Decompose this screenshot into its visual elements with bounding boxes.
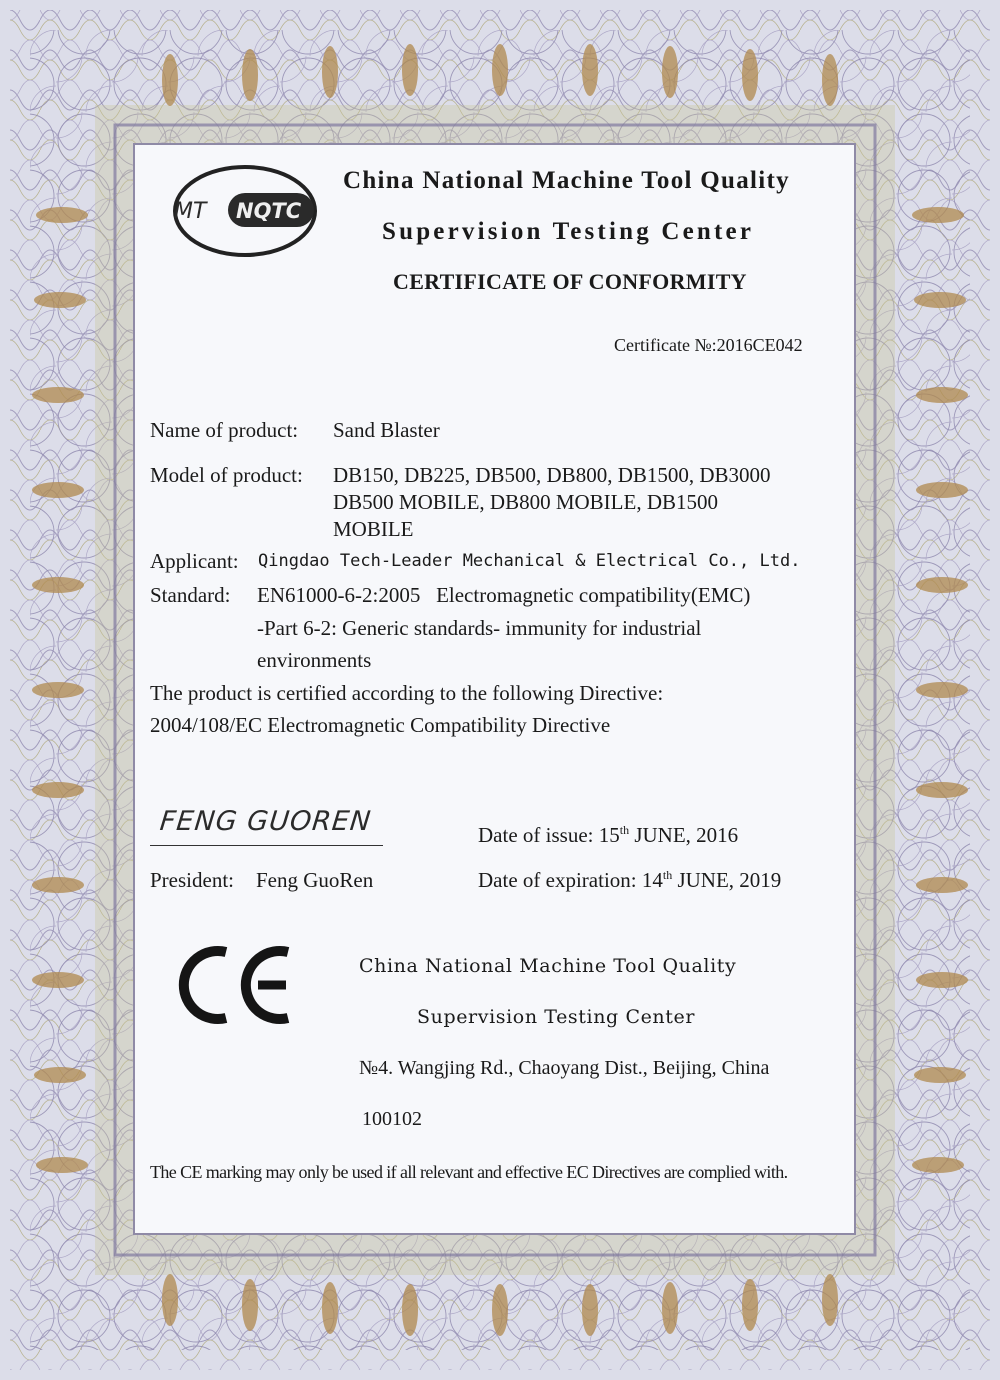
issue-date-rest: JUNE, 2016 <box>629 823 739 847</box>
president-label: President: <box>150 868 234 892</box>
logo-nqtc-text: NQTC <box>236 199 302 223</box>
expiry-date <box>478 868 781 893</box>
signature-line <box>150 845 383 846</box>
model-label: Model of product: <box>150 463 303 487</box>
nqtc-logo <box>170 163 320 259</box>
standard-line-1: EN61000-6-2:2005 Electromagnetic compatibility(EMC) <box>257 583 751 607</box>
standard-line-2: -Part 6-2: Generic standards- immunity for industrial <box>257 616 702 640</box>
logo-mt-text: MT <box>174 199 207 224</box>
model-line-3: MOBILE <box>333 517 414 541</box>
issue-date <box>478 823 738 848</box>
expiry-date-label: Date of expiration: 14 <box>478 868 663 892</box>
handwritten-signature: FENG GUOREN <box>158 806 373 837</box>
issue-date-suffix: th <box>619 823 630 837</box>
applicant-value: Qingdao Tech-Leader Mechanical & Electrical Co., Ltd. <box>258 551 801 571</box>
issuer-postcode: 100102 <box>362 1108 422 1130</box>
header-title-line2: Supervision Testing Center <box>382 218 755 245</box>
certificate-number: Certificate №:2016CE042 <box>614 335 803 355</box>
footer-note: The CE marking may only be used if all relevant and effective EC Directives are complied with. <box>150 1162 788 1182</box>
issuer-name-line1: China National Machine Tool Quality <box>359 955 737 977</box>
president-name: Feng GuoRen <box>256 868 374 892</box>
standard-line-3: environments <box>257 648 372 672</box>
document-title: CERTIFICATE OF CONFORMITY <box>393 269 747 294</box>
ce-mark-icon <box>176 944 296 1026</box>
expiry-date-rest: JUNE, 2019 <box>672 868 782 892</box>
issuer-address: №4. Wangjing Rd., Chaoyang Dist., Beijing, China <box>359 1057 770 1079</box>
header-title-line1: China National Machine Tool Quality <box>343 167 790 194</box>
directive-intro: The product is certified according to the following Directive: <box>150 681 664 705</box>
directive-value: 2004/108/EC Electromagnetic Compatibility Directive <box>150 713 611 737</box>
product-label: Name of product: <box>150 418 299 442</box>
issue-date-label: Date of issue: 15 <box>478 823 620 847</box>
expiry-date-suffix: th <box>662 868 673 882</box>
model-line-2: DB500 MOBILE, DB800 MOBILE, DB1500 <box>333 490 719 514</box>
product-value: Sand Blaster <box>333 418 440 442</box>
issuer-name-line2: Supervision Testing Center <box>417 1006 696 1028</box>
applicant-label: Applicant: <box>150 549 239 573</box>
standard-label: Standard: <box>150 583 231 607</box>
model-line-1: DB150, DB225, DB500, DB800, DB1500, DB3000 <box>333 463 771 487</box>
